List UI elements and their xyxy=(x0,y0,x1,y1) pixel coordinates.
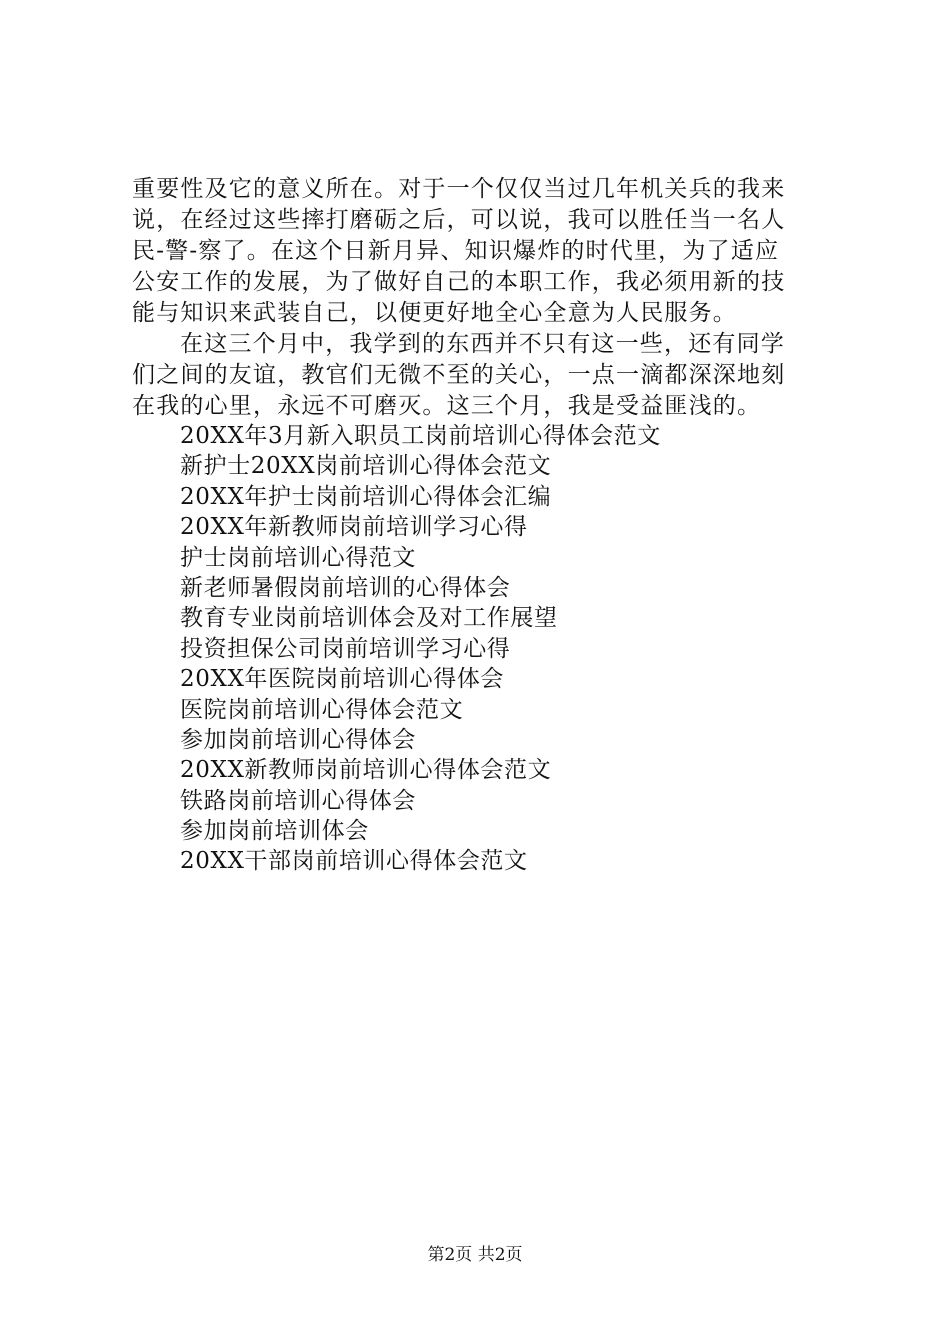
related-article-link[interactable]: 参加岗前培训心得体会 xyxy=(180,726,416,753)
paragraph-2-line: 在我的心里，永远不可磨灭。这三个月，我是受益匪浅的。 xyxy=(132,393,762,419)
paragraph-1-line: 重要性及它的意义所在。对于一个仅仅当过几年机关兵的我来 xyxy=(132,176,786,202)
page-number-footer: 第2页 共2页 xyxy=(427,1245,523,1265)
related-article-link[interactable]: 参加岗前培训体会 xyxy=(180,818,369,845)
related-article-link[interactable]: 医院岗前培训心得体会范文 xyxy=(180,696,464,723)
related-article-link[interactable]: 投资担保公司岗前培训学习心得 xyxy=(180,635,511,662)
body-text xyxy=(132,174,832,422)
related-article-link[interactable]: 20XX年护士岗前培训心得体会汇编 xyxy=(180,483,552,510)
related-article-link[interactable]: 20XX年新教师岗前培训学习心得 xyxy=(180,514,528,541)
paragraph-2-line: 们之间的友谊，教官们无微不至的关心，一点一滴都深深地刻 xyxy=(132,362,786,388)
paragraph-1-line: 民-警-察了。在这个日新月异、知识爆炸的时代里，为了适应 xyxy=(132,238,780,264)
related-article-link[interactable]: 护士岗前培训心得范文 xyxy=(180,544,416,571)
paragraph-2-line: 在这三个月中，我学到的东西并不只有这一些，还有同学 xyxy=(180,331,785,357)
paragraph-1-line: 说，在经过这些摔打磨砺之后，可以说，我可以胜任当一名人 xyxy=(132,207,786,233)
related-article-link[interactable]: 新护士20XX岗前培训心得体会范文 xyxy=(180,453,552,480)
related-article-link[interactable]: 新老师暑假岗前培训的心得体会 xyxy=(180,574,511,601)
related-article-link[interactable]: 20XX年医院岗前培训心得体会 xyxy=(180,666,505,693)
paragraph-1-line: 公安工作的发展，为了做好自己的本职工作，我必须用新的技 xyxy=(132,269,786,295)
related-article-link[interactable]: 20XX新教师岗前培训心得体会范文 xyxy=(180,757,552,784)
related-article-link[interactable]: 20XX年3月新入职员工岗前培训心得体会范文 xyxy=(180,423,661,449)
paragraph-1-line: 能与知识来武装自己，以便更好地全心全意为人民服务。 xyxy=(132,300,737,326)
related-article-link[interactable]: 20XX干部岗前培训心得体会范文 xyxy=(180,848,528,875)
related-articles-list xyxy=(180,421,800,877)
related-article-link[interactable]: 教育专业岗前培训体会及对工作展望 xyxy=(180,605,558,632)
related-article-link[interactable]: 铁路岗前培训心得体会 xyxy=(180,787,416,814)
